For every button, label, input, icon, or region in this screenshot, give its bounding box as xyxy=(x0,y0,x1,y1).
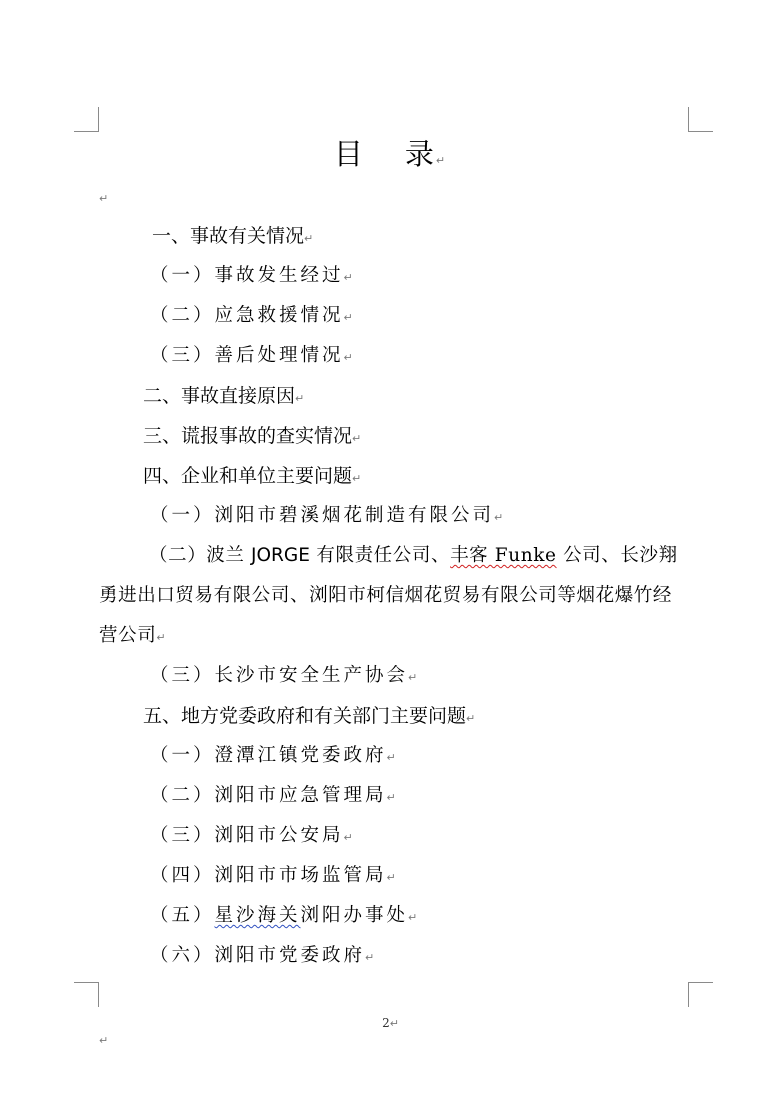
paragraph-mark-icon: ↵ xyxy=(343,311,356,324)
paragraph-mark-icon: ↵ xyxy=(343,831,356,844)
toc-entry-section-4[interactable]: 四、企业和单位主要问题↵ xyxy=(143,465,362,487)
paragraph-mark-icon: ↵ xyxy=(352,432,362,445)
toc-entry-section-5-3[interactable]: （三）浏阳市公安局↵ xyxy=(150,825,356,846)
toc-entry-section-4-3[interactable]: （三）长沙市安全生产协会↵ xyxy=(150,665,421,686)
grammar-check-underline: 星沙海关 xyxy=(214,905,301,926)
toc-entry-section-4-1[interactable]: （一）浏阳市碧溪烟花制造有限公司↵ xyxy=(150,505,507,526)
toc-entry-section-5-5[interactable]: （五）星沙海关浏阳办事处↵ xyxy=(150,905,421,926)
toc-entry-section-5-1[interactable]: （一）澄潭江镇党委政府↵ xyxy=(150,745,399,766)
toc-entry-section-2[interactable]: 二、事故直接原因↵ xyxy=(143,385,305,407)
paragraph-mark-icon: ↵ xyxy=(365,951,378,964)
paragraph-mark-icon: ↵ xyxy=(386,791,399,804)
paragraph-mark-icon: ↵ xyxy=(343,351,356,364)
paragraph-mark-icon: ↵ xyxy=(352,472,362,485)
paragraph-mark-icon: ↵ xyxy=(343,271,356,284)
toc-entry-section-1-2[interactable]: （二）应急救援情况↵ xyxy=(150,305,356,326)
toc-entry-section-1-1[interactable]: （一）事故发生经过↵ xyxy=(150,265,356,286)
crop-mark-bottom-right xyxy=(688,982,713,1007)
paragraph-mark-icon: ↵ xyxy=(386,751,399,764)
paragraph-mark-icon: ↵ xyxy=(466,712,476,725)
paragraph-mark-icon: ↵ xyxy=(304,232,314,245)
paragraph-mark-icon: ↵ xyxy=(389,1017,399,1030)
crop-mark-top-right xyxy=(688,107,713,132)
paragraph-mark-icon: ↵ xyxy=(99,192,109,205)
paragraph-mark-icon: ↵ xyxy=(435,154,448,167)
crop-mark-bottom-left xyxy=(74,982,99,1007)
paragraph-mark-icon: ↵ xyxy=(156,631,167,644)
toc-entry-section-5-2[interactable]: （二）浏阳市应急管理局↵ xyxy=(150,785,399,806)
toc-entry-section-1[interactable]: 一、事故有关情况↵ xyxy=(152,225,314,247)
crop-mark-top-left xyxy=(74,107,99,132)
toc-entry-section-3[interactable]: 三、谎报事故的查实情况↵ xyxy=(143,425,362,447)
toc-entry-section-4-2[interactable]: （二）波兰 JORGE 有限责任公司、丰客 Funke 公司、长沙翔勇进出口贸易有限公司、浏阳市柯信烟花贸易有限公司等烟花爆竹经营公司↵ xyxy=(99,545,678,646)
toc-entry-section-5[interactable]: 五、地方党委政府和有关部门主要问题↵ xyxy=(143,705,476,727)
toc-entry-section-5-4[interactable]: （四）浏阳市市场监管局↵ xyxy=(150,865,399,886)
spellcheck-underline: 丰客 Funke xyxy=(450,545,557,566)
paragraph-mark-icon: ↵ xyxy=(99,1034,109,1047)
toc-entry-section-5-6[interactable]: （六）浏阳市党委政府↵ xyxy=(150,945,378,966)
paragraph-mark-icon: ↵ xyxy=(408,911,421,924)
paragraph-mark-icon: ↵ xyxy=(408,671,421,684)
toc-entry-section-1-3[interactable]: （三）善后处理情况↵ xyxy=(150,345,356,366)
page-number: 2↵ xyxy=(382,1016,399,1030)
paragraph-mark-icon: ↵ xyxy=(386,871,399,884)
paragraph-mark-icon: ↵ xyxy=(494,511,507,524)
page-title: 目 录↵ xyxy=(333,137,448,171)
paragraph-mark-icon: ↵ xyxy=(295,392,305,405)
